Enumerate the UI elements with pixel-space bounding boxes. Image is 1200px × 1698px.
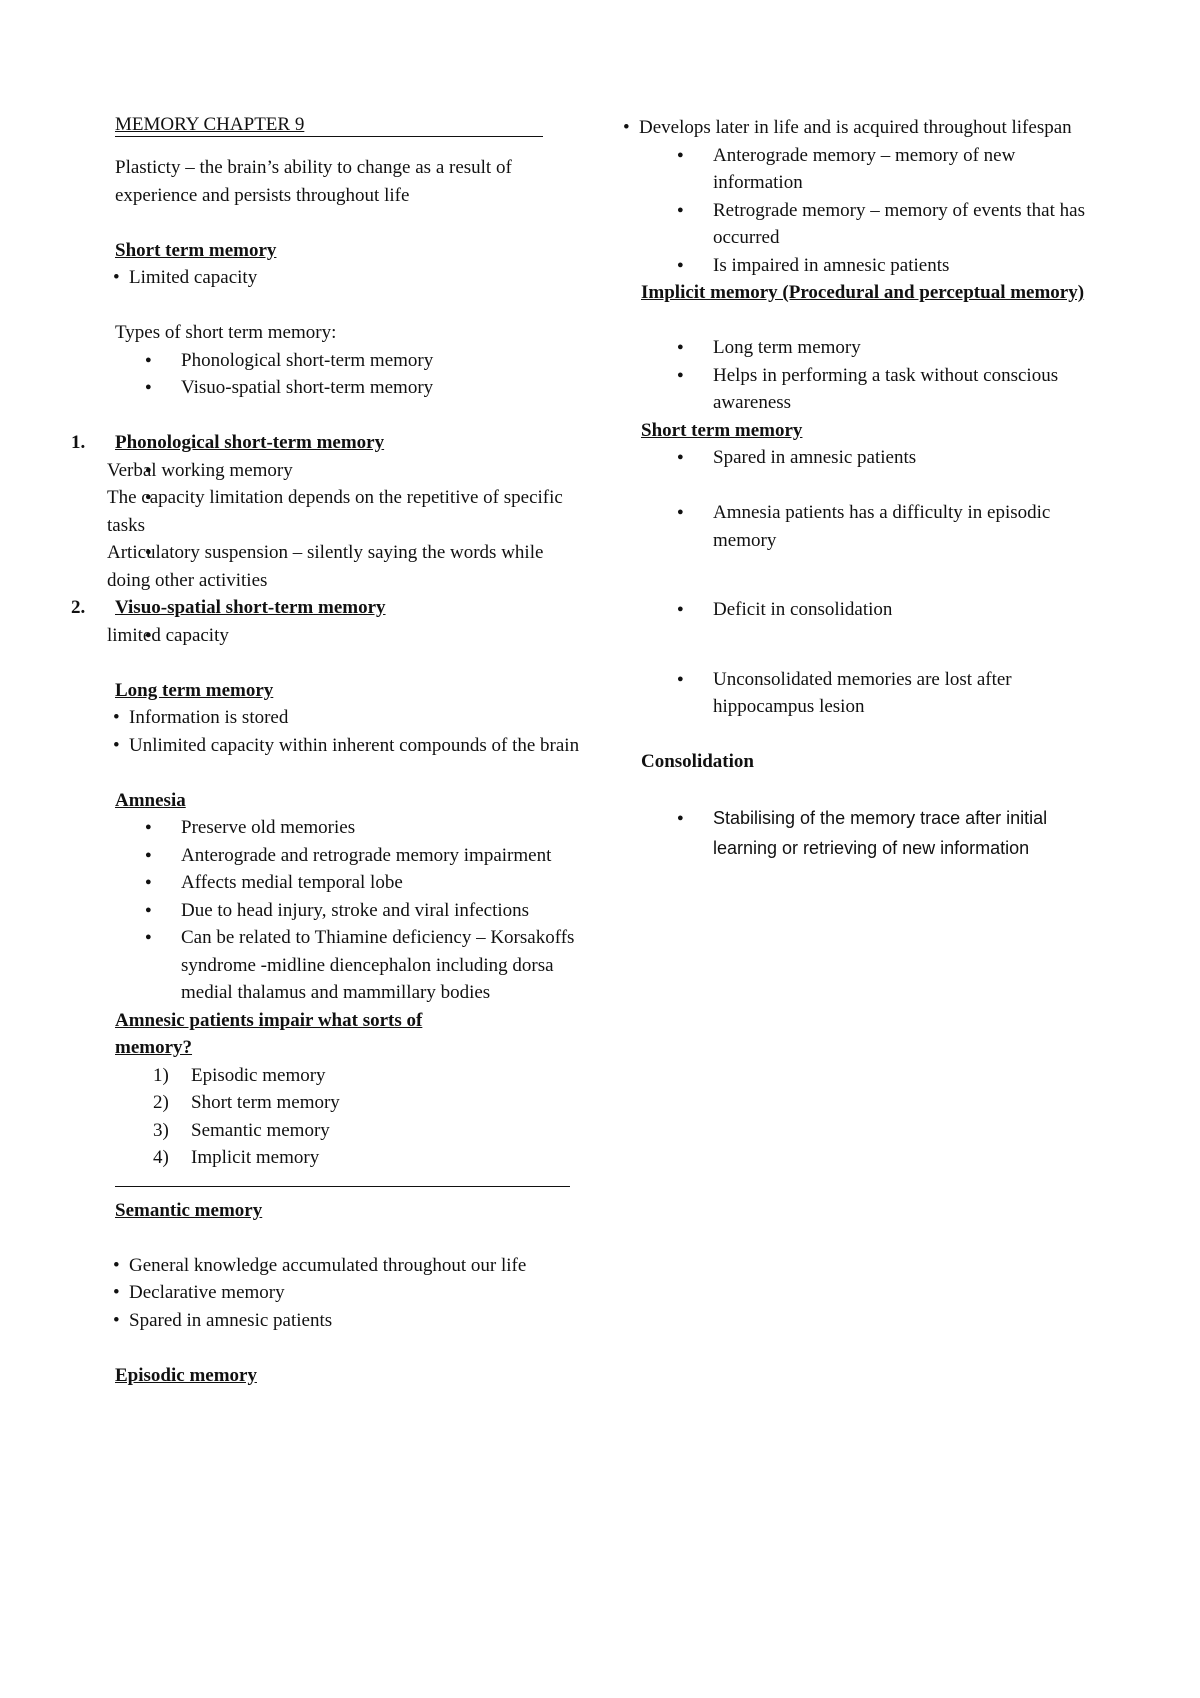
episodic-detail-list — [625, 142, 1090, 280]
section-number: 2. — [71, 597, 86, 618]
list-item: ● Long term memory — [625, 334, 1090, 362]
list-item — [81, 1089, 580, 1117]
item-text: Episodic memory — [191, 1064, 326, 1086]
types-intro: Types of short term memory: — [115, 322, 337, 343]
item-number: 4) — [153, 1147, 169, 1168]
list-item: ● Stabilising of the memory trace after initial learning or retrieving of new information — [625, 803, 1090, 863]
list-item: ● Amnesia patients has a difficulty in episodic memory — [625, 499, 1090, 554]
ltm-heading: Long term memory — [115, 679, 274, 701]
stm-right-list — [625, 444, 1090, 721]
list-item: • Information is stored — [115, 704, 580, 732]
list-item: ● Deficit in consolidation — [625, 596, 1090, 624]
stm-heading: Short term memory — [115, 239, 277, 261]
implicit-list — [625, 334, 1090, 417]
visuo-heading: Visuo-spatial short-term memory — [115, 597, 386, 618]
list-item — [81, 1062, 580, 1090]
right-column — [625, 114, 1090, 863]
item-text: Short term memory — [191, 1092, 340, 1113]
consolidation-heading: Consolidation — [641, 751, 754, 772]
implicit-heading: Implicit memory (Procedural and perceptual memory) — [641, 282, 1085, 303]
consolidation-list — [625, 803, 1090, 863]
ltm-list — [115, 704, 580, 759]
stm-list — [115, 264, 580, 292]
list-item: ● Retrograde memory – memory of events that has occurred — [625, 197, 1090, 252]
item-number: 1) — [153, 1064, 169, 1086]
visuo-list — [107, 622, 580, 650]
document-title: MEMORY CHAPTER 9 — [115, 114, 543, 137]
list-item — [81, 1117, 580, 1145]
list-item: • Spared in amnesic patients — [115, 1307, 580, 1335]
list-item: ● Can be related to Thiamine deficiency – Korsakoffs syndrome -midline diencephalon including dorsa medial thalamus and mammillary bodies — [107, 924, 580, 1007]
left-column — [71, 114, 580, 1389]
item-text: Semantic memory — [191, 1119, 330, 1141]
list-item: ● Preserve old memories — [107, 814, 580, 842]
visuo-section — [71, 594, 580, 649]
list-item: ● Anterograde and retrograde memory impairment — [107, 842, 580, 870]
list-item: • Develops later in life and is acquired throughout lifespan — [625, 114, 1090, 142]
phonological-section — [71, 429, 580, 594]
list-item: • General knowledge accumulated throughout our life — [115, 1252, 580, 1280]
amnesia-list — [107, 814, 580, 1007]
item-text: Implicit memory — [191, 1147, 320, 1168]
list-item: ● The capacity limitation depends on the repetitive of specific tasks — [107, 484, 580, 539]
list-item: ● Affects medial temporal lobe — [107, 869, 580, 897]
list-item — [81, 1144, 580, 1172]
item-number: 2) — [153, 1092, 169, 1113]
impair-heading: Amnesic patients impair what sorts of memory? — [115, 1009, 423, 1058]
list-item: ● Verbal working memory — [107, 457, 580, 485]
list-item: • Declarative memory — [115, 1279, 580, 1307]
plasticity-definition: Plasticty – the brain’s ability to change as a result of experience and persists throughout life — [115, 157, 512, 206]
semantic-list — [115, 1252, 580, 1335]
list-item: ● Phonological short-term memory — [107, 347, 580, 375]
develops-list — [625, 114, 1090, 142]
stm-right-heading: Short term memory — [641, 419, 803, 441]
item-number: 3) — [153, 1119, 169, 1141]
section-divider — [115, 1186, 570, 1187]
list-item: • Limited capacity — [115, 264, 580, 292]
phonological-list — [107, 457, 580, 595]
list-item: ● Articulatory suspension – silently saying the words while doing other activities — [107, 539, 580, 594]
amnesia-heading: Amnesia — [115, 789, 186, 811]
phonological-heading: Phonological short-term memory — [115, 432, 385, 453]
list-item: ● Unconsolidated memories are lost after hippocampus lesion — [625, 666, 1090, 721]
list-item: ● limited capacity — [107, 622, 580, 650]
impair-list — [81, 1062, 580, 1172]
list-item: ● Helps in performing a task without conscious awareness — [625, 362, 1090, 417]
episodic-heading: Episodic memory — [115, 1364, 257, 1386]
section-number: 1. — [71, 432, 86, 453]
semantic-heading: Semantic memory — [115, 1199, 263, 1221]
list-item: ● Is impaired in amnesic patients — [625, 252, 1090, 280]
list-item: ● Anterograde memory – memory of new information — [625, 142, 1090, 197]
list-item: • Unlimited capacity within inherent compounds of the brain — [115, 732, 580, 760]
stm-types-sections — [71, 429, 580, 649]
list-item: ● Visuo-spatial short-term memory — [107, 374, 580, 402]
list-item: ● Due to head injury, stroke and viral infections — [107, 897, 580, 925]
types-list — [107, 347, 580, 402]
list-item: ● Spared in amnesic patients — [625, 444, 1090, 472]
